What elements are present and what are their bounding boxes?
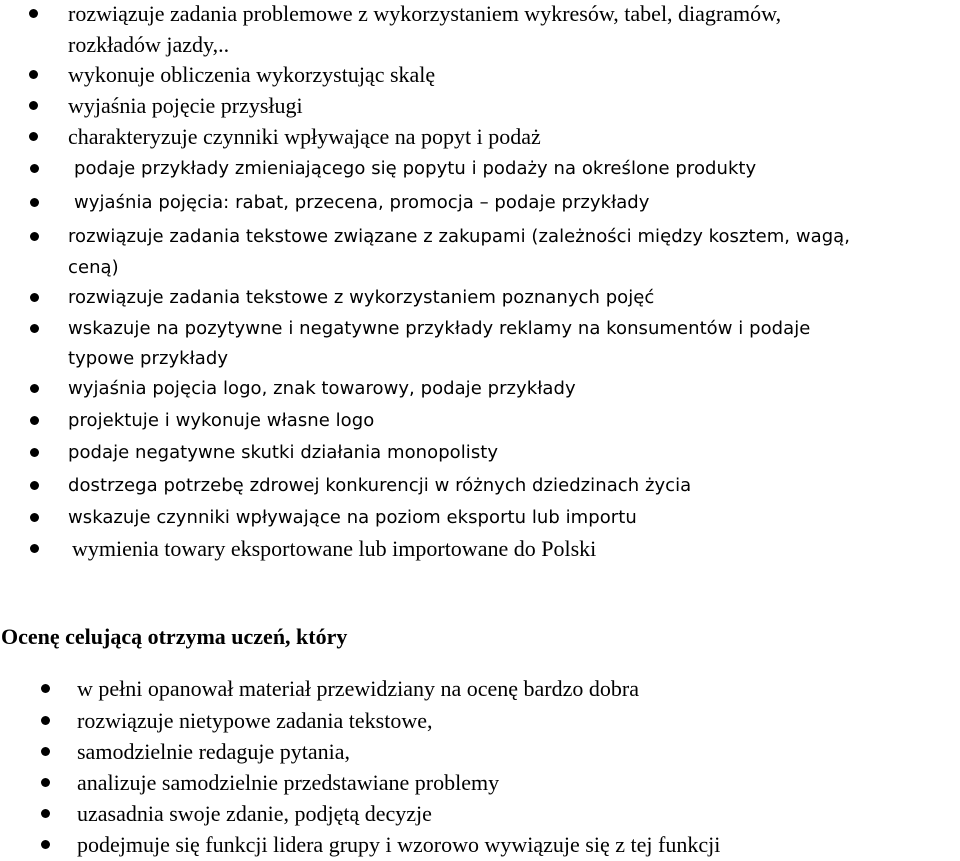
bullet-icon [30, 448, 39, 457]
bullet-icon [30, 293, 39, 302]
list-item-text: uzasadnia swoje zdanie, podjętą decyzje [77, 801, 432, 826]
list-item-continuation: rozkładów jazdy,.. [68, 32, 230, 57]
bullet-icon [30, 164, 39, 173]
bullet-icon [30, 324, 39, 333]
list-item-text: rozwiązuje zadania tekstowe z wykorzystaniem poznanych pojęć [68, 287, 655, 308]
bullet-icon [30, 544, 39, 553]
bullet-icon [41, 684, 50, 693]
list-item-text: wskazuje na pozytywne i negatywne przykłady reklamy na konsumentów i podaje [68, 318, 811, 339]
bullet-icon [41, 747, 50, 756]
section-heading: Ocenę celującą otrzyma uczeń, który [1, 624, 348, 649]
list-item-text: rozwiązuje nietypowe zadania tekstowe, [77, 708, 433, 733]
list-item-text: wyjaśnia pojęcia: rabat, przecena, promocja – podaje przykłady [74, 192, 650, 213]
bullet-icon [41, 840, 50, 849]
list-item-text: wyjaśnia pojęcie przysługi [68, 93, 303, 118]
bullet-icon [41, 809, 50, 818]
bullet-icon [41, 778, 50, 787]
list-item-text: rozwiązuje zadania problemowe z wykorzystaniem wykresów, tabel, diagramów, [68, 1, 782, 26]
bullet-icon [30, 232, 39, 241]
list-item-text: rozwiązuje zadania tekstowe związane z zakupami (zależności między kosztem, wagą, [68, 226, 851, 247]
bullet-icon [29, 132, 38, 141]
bullet-icon [30, 384, 39, 393]
bullet-icon [29, 70, 38, 79]
list-item-text: samodzielnie redaguje pytania, [77, 739, 351, 764]
list-item-continuation: typowe przykłady [68, 348, 229, 369]
list-item-text: wyjaśnia pojęcia logo, znak towarowy, podaje przykłady [68, 378, 576, 399]
list-item-text: charakteryzuje czynniki wpływające na popyt i podaż [68, 124, 541, 149]
list-item-text: wykonuje obliczenia wykorzystując skalę [68, 62, 436, 87]
bullet-icon [29, 9, 38, 18]
bullet-icon [30, 198, 39, 207]
list-item-continuation: ceną) [68, 257, 119, 278]
list-item-text: podaje przykłady zmieniającego się popytu i podaży na określone produkty [74, 158, 757, 179]
list-item-text: analizuje samodzielnie przedstawiane problemy [77, 770, 500, 795]
list-item-text: wskazuje czynniki wpływające na poziom eksportu lub importu [68, 507, 637, 528]
list-item-text: dostrzega potrzebę zdrowej konkurencji w różnych dziedzinach życia [68, 475, 692, 496]
list-item-text: wymienia towary eksportowane lub importowane do Polski [72, 536, 597, 561]
bullet-icon [41, 716, 50, 725]
list-item-text: projektuje i wykonuje własne logo [68, 410, 375, 431]
bullet-icon [30, 416, 39, 425]
list-item-text: podaje negatywne skutki działania monopolisty [68, 442, 499, 463]
bullet-icon [29, 101, 38, 110]
list-item-text: podejmuje się funkcji lidera grupy i wzorowo wywiązuje się z tej funkcji [77, 832, 721, 857]
bullet-icon [30, 481, 39, 490]
bullet-icon [30, 513, 39, 522]
list-item-text: w pełni opanował materiał przewidziany na ocenę bardzo dobra [77, 676, 639, 701]
